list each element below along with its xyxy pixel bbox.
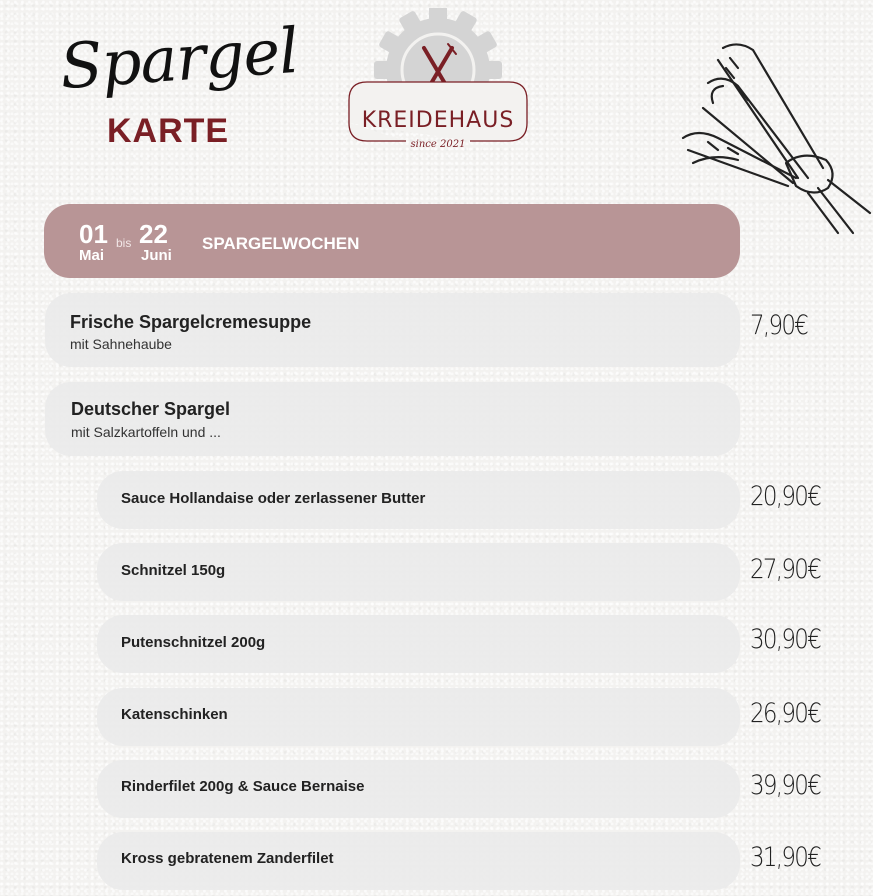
from-month: Mai: [79, 247, 105, 264]
from-day: 01: [79, 219, 108, 249]
sub-item-title: Katenschinken: [121, 706, 228, 723]
sub-item-title: Kross gebratenem Zanderfilet: [121, 850, 334, 867]
item-subtitle: mit Sahnehaube: [70, 336, 172, 352]
logo: [335, 8, 541, 158]
sub-item-price: 27,90€: [750, 554, 821, 585]
sub-item-title: Putenschnitzel 200g: [121, 634, 266, 651]
logo-gear-icon: [335, 8, 541, 158]
sub-item-price: 26,90€: [750, 698, 821, 729]
logo-since: since 2021: [410, 139, 466, 150]
sub-item-title: Schnitzel 150g: [121, 562, 226, 579]
title-bold: KARTE: [107, 112, 230, 150]
connector: bis: [116, 236, 132, 250]
to-month: Juni: [141, 247, 172, 264]
title-script: Spargel: [57, 13, 301, 104]
sub-item-title: Rinderfilet 200g & Sauce Bernaise: [121, 778, 365, 795]
sub-item-price: 20,90€: [750, 481, 821, 512]
item-title: Frische Spargelcremesuppe: [70, 312, 312, 332]
sub-item-price: 31,90€: [750, 842, 821, 873]
item-subtitle: mit Salzkartoffeln und ...: [71, 424, 221, 440]
item-price: 7,90€: [750, 310, 808, 341]
banner-label: SPARGELWOCHEN: [202, 234, 360, 253]
item-title: Deutscher Spargel: [71, 399, 231, 419]
sub-item-title: Sauce Hollandaise oder zerlassener Butter: [121, 490, 426, 507]
logo-name: KREIDEHAUS: [361, 108, 515, 133]
sub-item-price: 30,90€: [750, 624, 821, 655]
sub-item-price: 39,90€: [750, 770, 821, 801]
to-day: 22: [139, 219, 168, 249]
